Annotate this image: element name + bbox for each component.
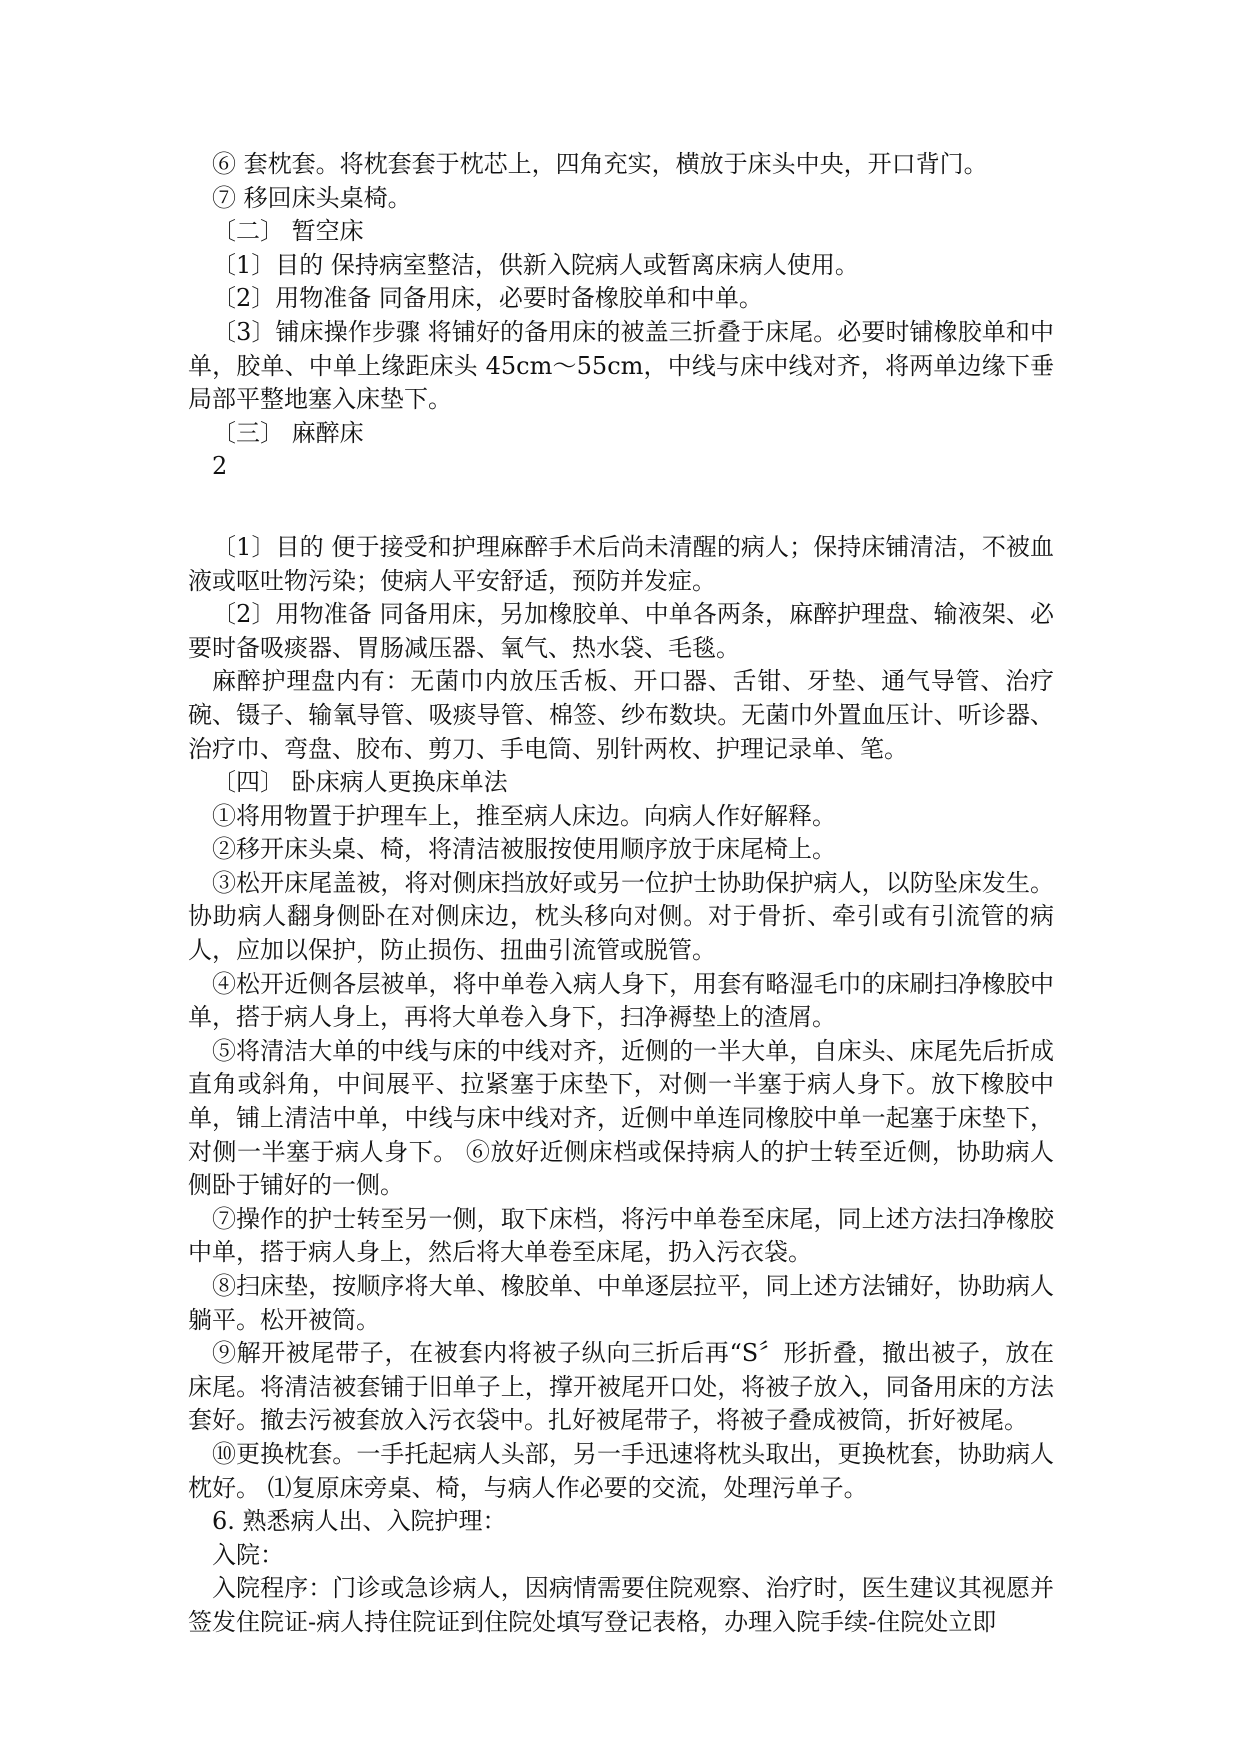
section-heading: 〔三〕 麻醉床 xyxy=(212,418,364,447)
paragraph: 麻醉护理盘内有：无菌巾内放压舌板、开口器、舌钳、牙垫、通气导管、治疗碗、镊子、输氧导管、吸痰导管、棉签、纱布数块。无菌巾外置血压计、听诊器、治疗巾、弯盘、胶布、剪刀、手电筒、别针两枚、护理记录单、笔。 xyxy=(188,667,1054,763)
list-item: ⑨解开被尾带子，在被套内将被子纵向三折后再“S〞形折叠，撤出被子，放在床尾。将清洁被套铺于旧单子上，撑开被尾开口处，将被子放入，同备用床的方法套好。撤去污被套放入污衣袋中。扎好被尾带子，将被子叠成被筒，折好被尾。 xyxy=(188,1339,1054,1435)
paragraph: 〔1〕目的 便于接受和护理麻醉手术后尚未清醒的病人；保持床铺清洁，不被血液或呕吐物污染；使病人平安舒适，预防并发症。 xyxy=(188,532,1054,595)
paragraph: 入院： xyxy=(212,1540,284,1569)
page-number: 2 xyxy=(212,452,228,481)
section-heading: 6. 熟悉病人出、入院护理： xyxy=(212,1507,507,1536)
list-item: ⑦操作的护士转至另一侧，取下床档，将污中单卷至床尾，同上述方法扫净橡胶中单，搭于病人身上，然后将大单卷至床尾，扔入污衣袋。 xyxy=(188,1204,1054,1267)
list-item: ③松开床尾盖被，将对侧床挡放好或另一位护士协助保护病人，以防坠床发生。协助病人翻身侧卧在对侧床边，枕头移向对侧。对于骨折、牵引或有引流管的病人，应加以保护，防止损伤、扭曲引流管或脱管。 xyxy=(188,868,1054,965)
paragraph: 〔2〕用物准备 同备用床，必要时备橡胶单和中单。 xyxy=(212,284,763,313)
section-heading: 〔四〕 卧床病人更换床单法 xyxy=(212,768,508,797)
list-item: ⑩更换枕套。一手托起病人头部，另一手迅速将枕头取出，更换枕套，协助病人枕好。 ⑴复原床旁桌、椅，与病人作必要的交流，处理污单子。 xyxy=(188,1439,1054,1502)
list-item: ①将用物置于护理车上，推至病人床边。向病人作好解释。 xyxy=(212,801,836,830)
paragraph: 〔1〕目的 保持病室整洁，供新入院病人或暂离床病人使用。 xyxy=(212,250,859,279)
list-item: ⑤将清洁大单的中线与床的中线对齐，近侧的一半大单，自床头、床尾先后折成直角或斜角，中间展平、拉紧塞于床垫下，对侧一半塞于病人身下。放下橡胶中单，铺上清洁中单，中线与床中线对齐，近侧中单连同橡胶中单一起塞于床垫下，对侧一半塞于病人身下。 ⑥放好近侧床档或保持病人的护士转至近侧，协助病人侧卧于铺好的一侧。 xyxy=(188,1036,1054,1200)
paragraph: ⑥ 套枕套。将枕套套于枕芯上，四角充实，横放于床头中央，开口背门。 xyxy=(212,150,988,178)
paragraph: ⑦ 移回床头桌椅。 xyxy=(212,183,412,212)
section-heading: 〔二〕 暂空床 xyxy=(212,217,364,246)
paragraph: 〔3〕铺床操作步骤 将铺好的备用床的被盖三折叠于床尾。必要时铺橡胶单和中单，胶单、中单上缘距床头 45cm～55cm，中线与床中线对齐，将两单边缘下垂局部平整地塞入床垫下。 xyxy=(188,317,1054,414)
list-item: ②移开床头桌、椅，将清洁被服按使用顺序放于床尾椅上。 xyxy=(212,835,836,864)
paragraph: 〔2〕用物准备 同备用床，另加橡胶单、中单各两条，麻醉护理盘、输液架、必要时备吸痰器、胃肠减压器、氧气、热水袋、毛毯。 xyxy=(188,600,1054,662)
document-page xyxy=(188,148,1054,1640)
section-main xyxy=(188,531,1054,1640)
section-top xyxy=(188,148,1054,450)
page-break-gap xyxy=(188,484,1054,531)
list-item: ⑧扫床垫，按顺序将大单、橡胶单、中单逐层拉平，同上述方法铺好，协助病人躺平。松开被筒。 xyxy=(188,1272,1054,1334)
list-item: ④松开近侧各层被单，将中单卷入病人身下，用套有略湿毛巾的床刷扫净橡胶中单，搭于病人身上，再将大单卷入身下，扫净褥垫上的渣屑。 xyxy=(188,969,1054,1032)
paragraph: 入院程序：门诊或急诊病人，因病情需要住院观察、治疗时，医生建议其视愿并签发住院证-病人持住院证到住院处填写登记表格，办理入院手续-住院处立即 xyxy=(188,1574,1054,1636)
